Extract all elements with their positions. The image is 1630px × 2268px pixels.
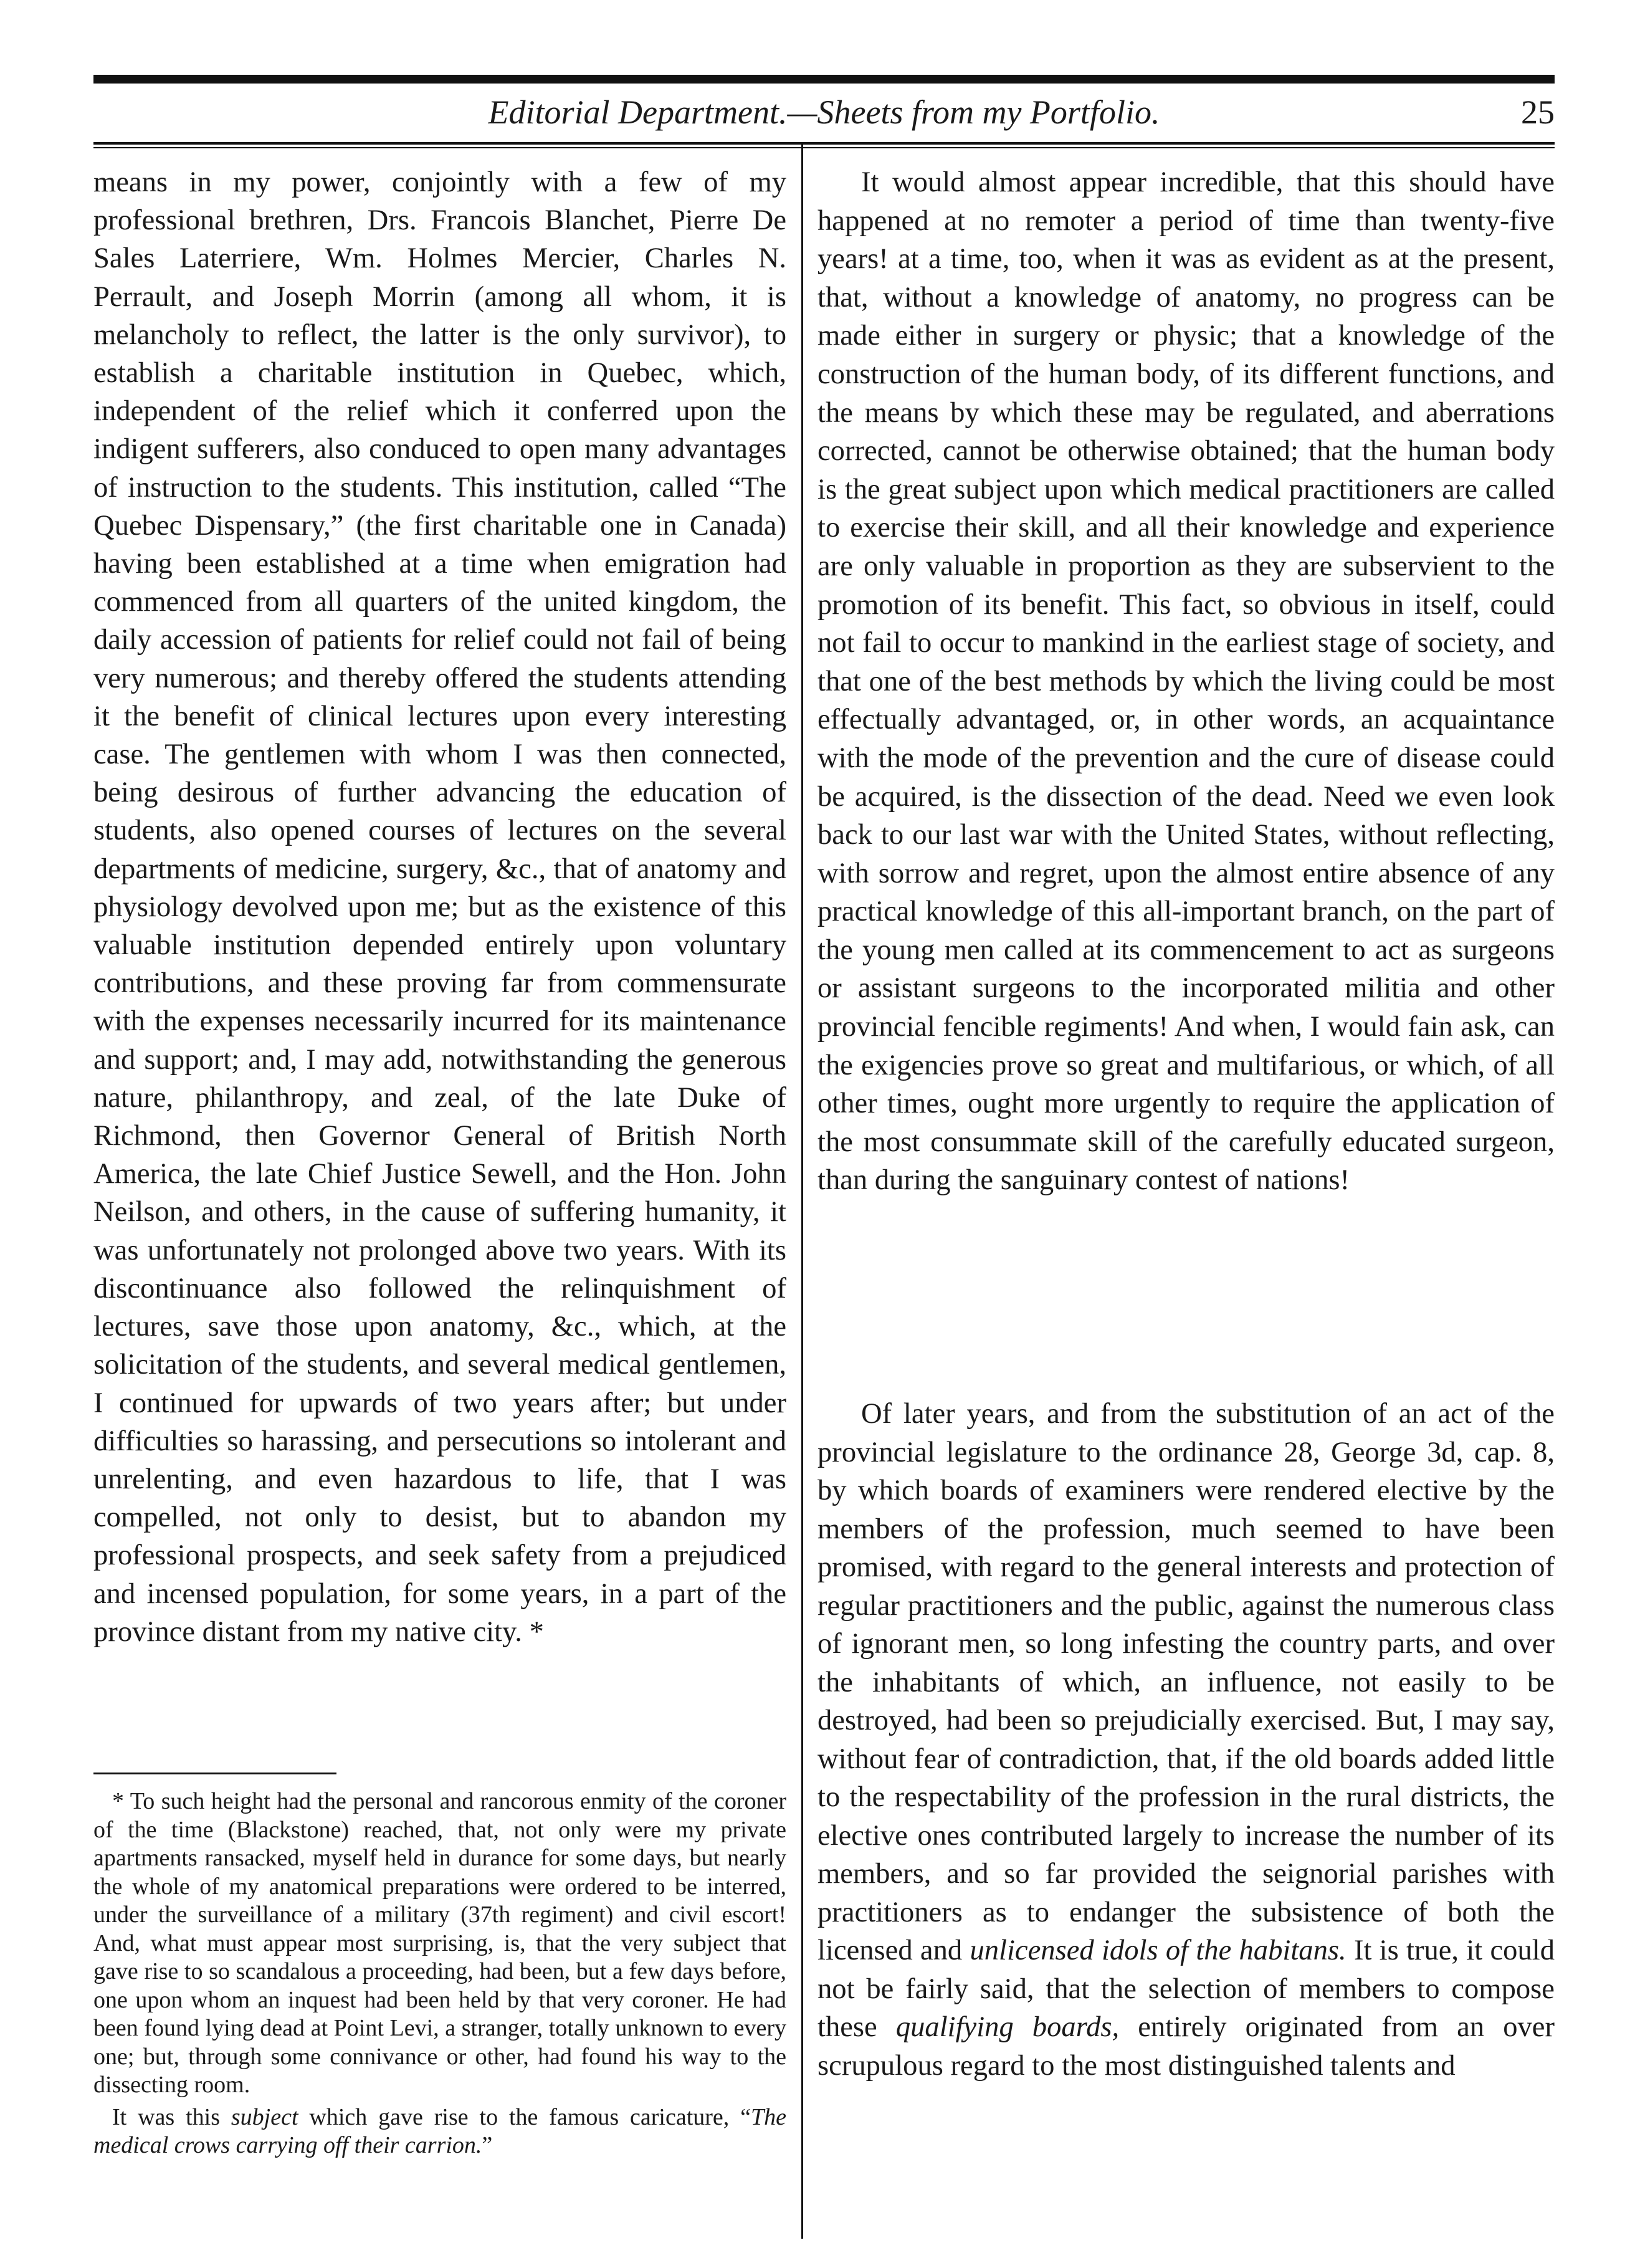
column-divider <box>801 145 803 2239</box>
footnote-text: ” <box>482 2132 493 2158</box>
right-column-paragraph-2 <box>817 1395 1555 2085</box>
body-text: It is true, it could not be fairly said, that the selection of members to compose these <box>817 1934 1555 2043</box>
right-column-bottom <box>817 1395 1555 2085</box>
right-column-paragraph-1: It would almost appear incredible, that this should have happened at no remoter a period of time than twenty-five years! at a time, too, when it was as evident as at the present, that, without a knowledge of anatomy, no progress can be made either in surgery or physic; that a knowledge of the construction of the human body, of its different functions, and the means by which these may be regulated, and aberrations corrected, cannot be otherwise obtained; that the human body is the great subject upon which medical practitioners are called to exercise their skill, and all their knowledge and experience are only valuable in proportion as they are subservient to the promotion of its benefit. This fact, so obvious in itself, could not fail to occur to mankind in the earliest stage of society, and that one of the best methods by which the living could be most effectually advantaged, or, in other words, an acquaintance with the mode of the prevention and the cure of disease could be acquired, is the dissection of the dead. Need we even look back to our last war with the United States, without reflecting, with sorrow and regret, upon the almost entire absence of any practical knowledge of this all-important branch, on the part of the young men called at its commencement to act as surgeons or assistant surgeons to the incorporated militia and other provincial fencible regiments! And when, I would fain ask, can the exigencies prove so great and multifarious, or which, of all other times, ought more urgently to require the application of the most consummate skill of the carefully educated surgeon, than during the sanguinary contest of nations! <box>817 166 1555 1197</box>
footnote-text: It was this <box>112 2103 220 2130</box>
header-rule-bottom-thin <box>93 147 1555 148</box>
body-text: Of later years, and from the substitution of an act of the provincial legislature to the ordinance 28, George 3d, cap. 8, by which boards of examiners were rendered elective by the members of the profession, much seemed to have been promised, with regard to the general interests and protection of regular practitioners and the public, against the numerous class of ignorant men, so long infesting the country parts, and over the inhabitants of which, an influence, not easily to be destroyed, had been so prejudicially exercised. But, I may say, without fear of contradiction, that, if the old boards added little to the respectability of the profession in the rural districts, the elective ones contributed largely to increase the number of its members, and so far provided the seignorial parishes with practitioners as to endanger the subsistence of both the licensed and <box>817 1397 1555 1966</box>
footnote <box>93 1787 786 2160</box>
running-title: Editorial Department.—Sheets from my Portfolio. <box>488 93 1160 131</box>
footnote-rule <box>93 1773 336 1774</box>
left-column-paragraph: means in my power, conjointly with a few of my professional brethren, Drs. Francois Blanchet, Pierre De Sales Laterriere, Wm. Holmes Mercier, Charles N. Perrault, and Joseph Morrin (among all whom, it is melancholy to reflect, the latter is the only survivor), to establish a charitable institution in Quebec, which, independent of the relief which it conferred upon the indigent sufferers, also conduced to open many advantages of instruction to the students. This institution, called “The Quebec Dispensary,” (the first charitable one in Canada) having been established at a time when emigration had commenced from all quarters of the united kingdom, the daily accession of patients for relief could not fail of being very numerous; and thereby offered the students attending it the benefit of clinical lectures upon every interesting case. The gentlemen with whom I was then connected, being desirous of further advancing the education of students, also opened courses of lectures on the several departments of medicine, surgery, &c., that of anatomy and physiology devolved upon me; but as the existence of this valuable institution depended entirely upon voluntary contributions, and these proving far from commensurate with the expenses necessarily incurred for its maintenance and support; and, I may add, notwithstanding the generous nature, philanthropy, and zeal, of the late Duke of Richmond, then Governor General of British North America, the late Chief Justice Sewell, and the Hon. John Neilson, and others, in the cause of suffering humanity, it was unfortunately not prolonged above two years. With its discontinuance also followed the relinquishment of lectures, save those upon anatomy, &c., which, at the solicitation of the students, and several medical gentlemen, I continued for upwards of two years after; but under difficulties so harassing, and persecutions so intolerant and unrelenting, and even hazardous to life, that I was compelled, not only to desist, but to abandon my professional prospects, and seek safety from a prejudiced and incensed population, for some years, in a part of the province distant from my native city. * <box>93 166 786 1648</box>
right-column-top <box>817 163 1555 1200</box>
footnote-paragraph-2 <box>93 2103 786 2160</box>
body-text: entirely originated from an over scrupulous regard to the most distinguished talents and <box>817 2011 1555 2082</box>
header-rule-top <box>93 75 1555 84</box>
page-number: 25 <box>1521 93 1555 131</box>
footnote-emphasis: subject <box>231 2103 298 2130</box>
footnote-paragraph-1: * To such height had the personal and rancorous enmity of the coroner of the time (Blackstone) reached, that, not only were my private apartments ransacked, myself held in durance for some days, but nearly the whole of my anatomical preparations were ordered to be interred, under the surveillance of a military (37th regiment) and civil escort! And, what must appear most surprising, is, that the very subject that gave rise to so scandalous a proceeding, had been, but a few days before, one upon whom an inquest had been held by that very coroner. He had been found lying dead at Point Levi, a stranger, totally unknown to every one; but, through some connivance or other, had found his way to the dissecting room. <box>93 1788 786 2098</box>
footnote-text: which gave rise to the famous caricature, “ <box>309 2103 751 2130</box>
emphasis-text: unlicensed idols of the habitans. <box>970 1934 1346 1966</box>
caricature-title: The medical crows carrying off their carrion. <box>93 2103 787 2158</box>
emphasis-text: qualifying boards, <box>895 2011 1120 2043</box>
running-head <box>93 89 1555 138</box>
header-rule-bottom <box>93 142 1555 145</box>
left-column <box>93 163 786 1651</box>
